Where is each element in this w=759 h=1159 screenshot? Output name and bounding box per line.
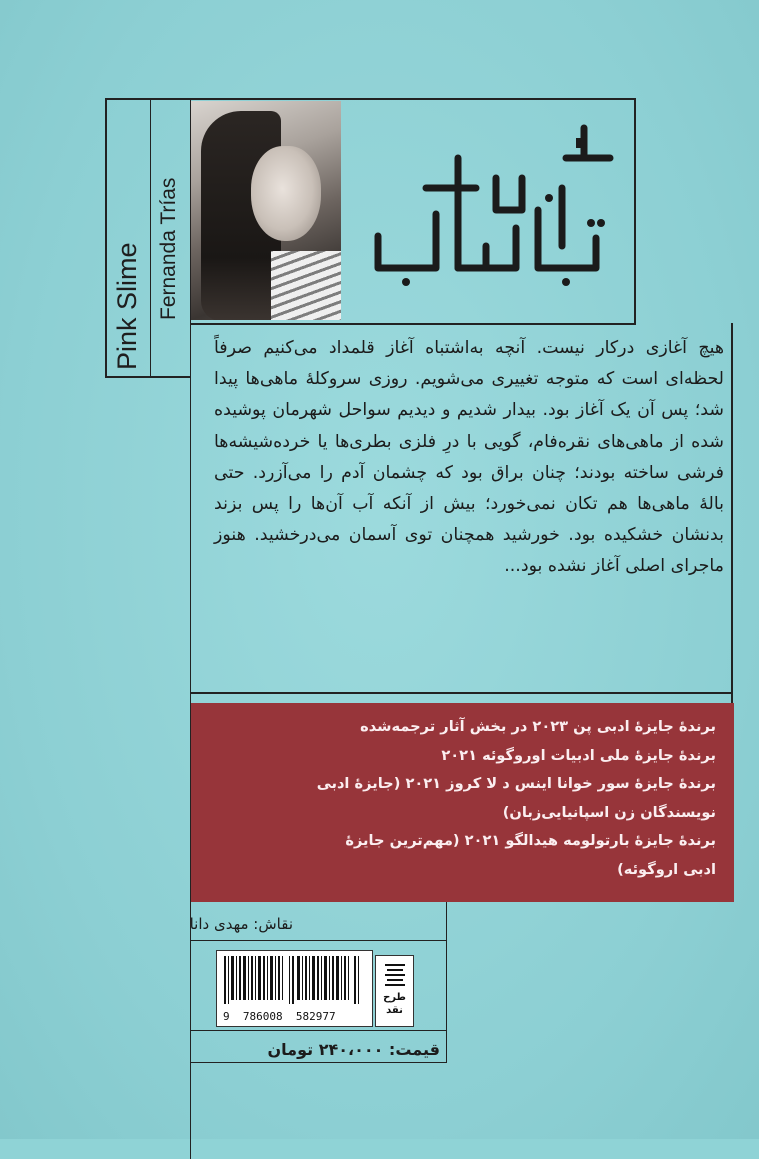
frame-blurb-right-line	[731, 323, 733, 703]
award-line: برندهٔ جایزهٔ ملی ادبیات اوروگوئه ۲۰۲۱	[441, 746, 716, 764]
frame-illustrator-line	[190, 940, 447, 941]
publisher-mark-icon	[382, 961, 408, 987]
frame-left-outer-line	[105, 98, 107, 377]
awards-panel	[191, 703, 734, 902]
barcode-digits: 9 786008 582977	[223, 1010, 336, 1023]
award-line: ادبی اروگوئه)	[617, 860, 716, 878]
award-line: برندهٔ جایزهٔ بارتولومه هیدالگو ۲۰۲۱ (مهم‌ترین جایزهٔ	[345, 832, 716, 849]
isbn-barcode	[216, 950, 373, 1027]
frame-left-inner-line	[150, 98, 151, 377]
frame-price-top-line	[190, 1030, 447, 1031]
bablend-kalamat-logo	[366, 118, 616, 288]
award-line: نویسندگان زن اسپانیایی‌زبان)	[502, 803, 716, 821]
award-line: برندهٔ جایزهٔ سور خوانا اینس د لا کروز ۲۰۲۱ (جایزهٔ ادبی	[316, 775, 716, 792]
author-photo	[191, 101, 341, 320]
frame-top-line	[105, 98, 636, 100]
frame-bottom-left-line	[105, 376, 191, 378]
frame-right-line	[634, 98, 636, 324]
book-blurb	[192, 325, 730, 693]
publisher-logo	[375, 955, 414, 1027]
book-title-vertical: Pink Slime	[112, 242, 142, 370]
award-line: برندهٔ جایزهٔ ادبی پن ۲۰۲۳ در بخش آثار ترجمه‌شده	[360, 718, 716, 735]
illustrator-credit: نقاش: مهدی دانا	[189, 915, 293, 933]
publisher-logo-text: طرح نقد	[383, 992, 406, 1016]
price-label: قیمت: ۲۴۰،۰۰۰ تومان	[267, 1040, 440, 1059]
barcode-bars	[222, 956, 367, 1004]
blurb-paragraph: هیچ آغازی درکار نیست. آنچه به‌اشتباه آغاز قلمداد می‌کنیم صرفاً لحظه‌ای است که متوجه تغییری می‌شویم. روزی سروکلهٔ ماهی‌ها پیدا شد؛ پس آن یک آغاز بود. بیدار شدیم و دیدیم سواحل شهرمان پوشیده شده از ماهی‌های نقره‌فام، گویی با درِ فلزی بطری‌ها یا خرده‌شیشه‌ها فرشی ساخته بودند؛ چنان براق بود که چشمان آدم را می‌آزرد. حتی بالهٔ ماهی‌ها هم تکان نمی‌خورد؛ بیش از آنکه آب آن‌ها را پس بزند بدنشان خشکیده بود. خورشید همچنان توی آسمان می‌درخشید. هنوز ماجرای اصلی آغاز نشده بود...	[214, 338, 724, 577]
frame-price-bottom-line	[190, 1062, 447, 1063]
frame-lower-right-line	[446, 902, 447, 1062]
author-name-vertical: Fernanda Trías	[157, 177, 180, 320]
photo-shirt-shape	[271, 251, 341, 320]
photo-face-shape	[251, 146, 321, 241]
